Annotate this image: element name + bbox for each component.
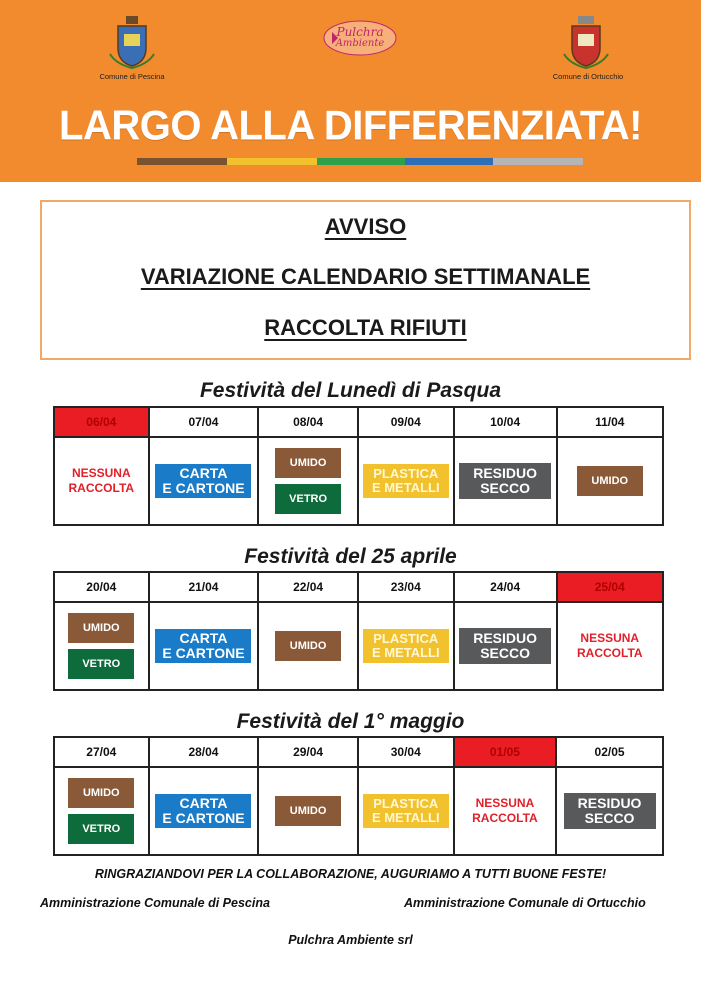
umido-badge: UMIDO [275,796,341,826]
residuo-badge: RESIDUO SECCO [459,463,551,499]
thanks-message: RINGRAZIANDOVI PER LA COLLABORAZIONE, AUGURIAMO A TUTTI BUONE FESTE! [94,867,607,881]
service-cell [149,602,259,690]
date-cell: 23/04 [358,572,454,602]
stripe-brown [137,158,227,165]
date-cell: 11/04 [557,407,663,437]
service-row [54,602,663,690]
service-cell-none [454,767,556,855]
plastica-badge: PLASTICA E METALLI [363,629,449,663]
date-cell: 02/05 [556,737,663,767]
date-cell-holiday: 06/04 [54,407,149,437]
service-cell [358,767,454,855]
section-title-25-aprile: Festività del 25 aprile [244,545,457,568]
service-cell [149,437,259,525]
umido-badge: UMIDO [577,466,643,496]
date-cell: 27/04 [54,737,149,767]
vetro-badge: VETRO [68,649,134,679]
residuo-badge: RESIDUO SECCO [564,793,656,829]
umido-badge: UMIDO [275,448,341,478]
service-cell [149,767,259,855]
umido-badge: UMIDO [68,778,134,808]
date-cell: 21/04 [149,572,259,602]
date-cell: 07/04 [149,407,259,437]
date-cell: 28/04 [149,737,259,767]
service-cell [556,767,663,855]
pescina-crest-icon [102,14,162,70]
headline: LARGO ALLA DIFFERENZIATA! [59,102,642,150]
service-cell [54,602,149,690]
date-cell: 29/04 [258,737,357,767]
date-cell: 09/04 [358,407,454,437]
umido-badge: UMIDO [275,631,341,661]
section-title-pasqua: Festività del Lunedì di Pasqua [199,379,502,402]
residuo-badge: RESIDUO SECCO [459,628,551,664]
no-collection-label: NESSUNA RACCOLTA [68,466,135,495]
service-cell [454,602,557,690]
date-row [54,407,663,437]
calendar-table-1-maggio [53,736,664,856]
header-banner [0,0,701,182]
notice-subtitle: VARIAZIONE CALENDARIO SETTIMANALE [140,264,591,289]
date-cell: 30/04 [358,737,454,767]
service-cell [258,767,357,855]
service-cell-none [557,602,663,690]
calendar-table-25-aprile [53,571,664,691]
pulchra-logo [322,18,398,58]
stripe-yellow [227,158,317,165]
ortucchio-crest-icon [556,14,616,70]
date-cell: 10/04 [454,407,557,437]
section-title-1-maggio: Festività del 1° maggio [236,710,465,733]
stripe-green [317,158,405,165]
plastica-badge: PLASTICA E METALLI [363,794,449,828]
stripe-grey [493,158,583,165]
vetro-badge: VETRO [275,484,341,514]
notice-topic: RACCOLTA RIFIUTI [264,315,467,340]
date-cell: 20/04 [54,572,149,602]
vetro-badge: VETRO [68,814,134,844]
pulchra-logo-name: Pulchra [336,25,384,39]
service-cell-none [54,437,149,525]
date-cell: 08/04 [258,407,357,437]
service-row [54,767,663,855]
company-name: Pulchra Ambiente srl [288,933,413,947]
ortucchio-label: Comune di Ortucchio [552,72,624,81]
date-cell-holiday: 25/04 [557,572,663,602]
date-cell: 22/04 [258,572,357,602]
date-row [54,572,663,602]
service-cell [358,602,454,690]
service-cell [258,602,357,690]
date-cell: 24/04 [454,572,557,602]
notice-title: AVVISO [324,214,407,239]
service-row [54,437,663,525]
carta-badge: CARTA E CARTONE [155,794,251,828]
service-cell [54,767,149,855]
plastica-badge: PLASTICA E METALLI [363,464,449,498]
no-collection-label: NESSUNA RACCOLTA [577,631,643,660]
carta-badge: CARTA E CARTONE [155,629,251,663]
calendar-table-pasqua [53,406,664,526]
signature-ortucchio: Amministrazione Comunale di Ortucchio [404,896,646,910]
no-collection-label: NESSUNA RACCOLTA [472,796,538,825]
signature-pescina: Amministrazione Comunale di Pescina [40,896,270,910]
pescina-label: Comune di Pescina [99,72,165,81]
service-cell [258,437,357,525]
pulchra-logo-sub: Ambiente [335,38,385,49]
date-row [54,737,663,767]
umido-badge: UMIDO [68,613,134,643]
service-cell [358,437,454,525]
service-cell [557,437,663,525]
service-cell [454,437,557,525]
stripe-blue [405,158,493,165]
date-cell-holiday: 01/05 [454,737,556,767]
carta-badge: CARTA E CARTONE [155,464,251,498]
notice-box [40,200,691,360]
